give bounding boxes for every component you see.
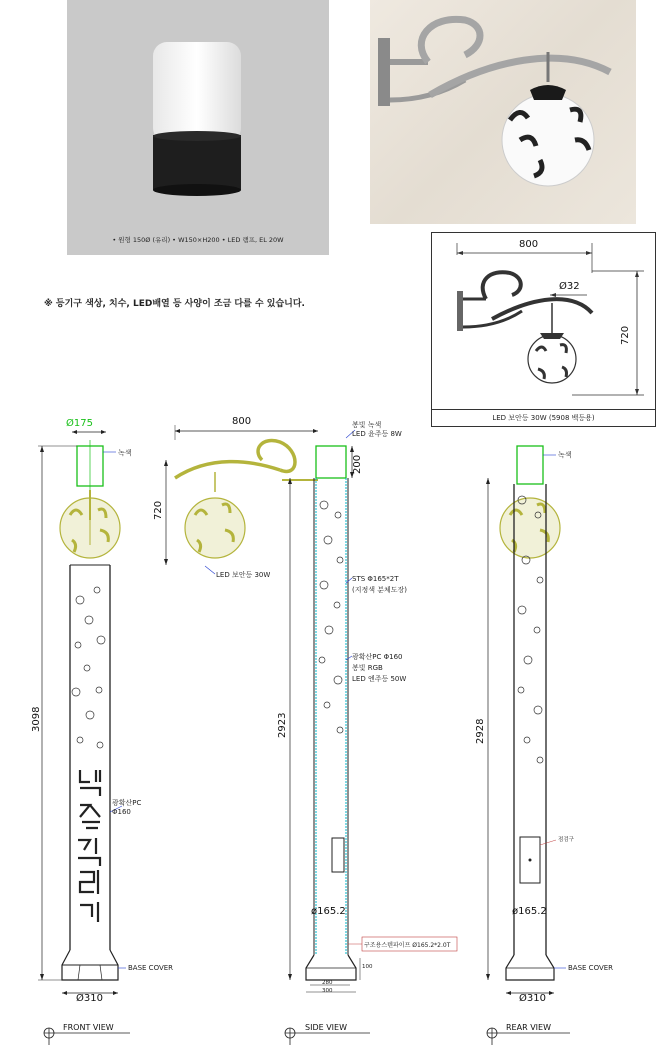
front-view-title: FRONT VIEW	[63, 1023, 114, 1032]
side-label-sts1: STS Φ165*2T	[352, 575, 399, 583]
rear-view-title: REAR VIEW	[506, 1023, 551, 1032]
front-label-pc: 광확산PC	[112, 799, 142, 807]
side-label-sts2: (지정색 분체도장)	[352, 586, 408, 594]
side-label-pc3: LED 엔주등 50W	[352, 675, 407, 683]
rear-label-door: 점검구	[558, 837, 574, 843]
side-view-drawing	[164, 425, 457, 1045]
side-dim-height: 2923	[277, 712, 288, 738]
spec-caption: LED 보안등 30W (5908 백등용)	[432, 409, 655, 423]
rear-label-green: 녹색	[558, 451, 572, 459]
rear-dim-base: Ø310	[519, 993, 546, 1004]
rear-dim-height: 2928	[475, 718, 486, 744]
front-label-pc-size: Φ160	[112, 808, 131, 816]
side-label-top1: 봉빛 녹색	[352, 421, 382, 429]
rear-label-base: BASE COVER	[568, 964, 614, 972]
front-view-drawing	[38, 430, 130, 1045]
side-dim-arm-height: 720	[153, 500, 164, 520]
side-dim-dia: ø165.2	[311, 906, 346, 917]
spec-dim-height: 720	[620, 325, 631, 345]
side-dim-base1: 280	[322, 980, 333, 986]
front-label-base: BASE COVER	[128, 964, 174, 972]
side-dim-width: 800	[232, 416, 252, 427]
front-dim-top: Ø175	[66, 418, 93, 429]
front-dim-height: 3098	[31, 706, 42, 732]
notice-text: ※ 등기구 색상, 치수, LED배열 등 사양이 조금 다를 수 있습니다.	[44, 299, 305, 309]
side-dim-top: 200	[352, 454, 363, 474]
side-label-pc2: 봉빛 RGB	[352, 664, 383, 672]
front-label-green: 녹색	[118, 449, 132, 457]
spec-dim-width: 800	[519, 239, 539, 250]
front-dim-base: Ø310	[76, 993, 103, 1004]
side-label-lamp: LED 보안등 30W	[216, 571, 271, 579]
spec-dim-diameter: Ø32	[559, 281, 580, 292]
rear-view-drawing	[486, 446, 570, 1045]
side-dim-base2: 300	[322, 988, 333, 994]
side-label-pc1: 광확산PC Φ160	[352, 653, 403, 661]
cylinder-lamp-caption: • 원형 150Ø (유리) • W150×H200 • LED 램프, EL 20W	[112, 236, 284, 244]
side-label-pipe: 구조용스텐파이프 Ø165.2*2.0T	[364, 942, 451, 949]
rear-dim-dia: ø165.2	[512, 906, 547, 917]
side-view-title: SIDE VIEW	[305, 1023, 347, 1032]
front-view-hangul-letters	[78, 770, 100, 922]
side-dim-base3: 100	[362, 964, 373, 970]
side-label-top2: LED 윤주등 8W	[352, 430, 402, 438]
